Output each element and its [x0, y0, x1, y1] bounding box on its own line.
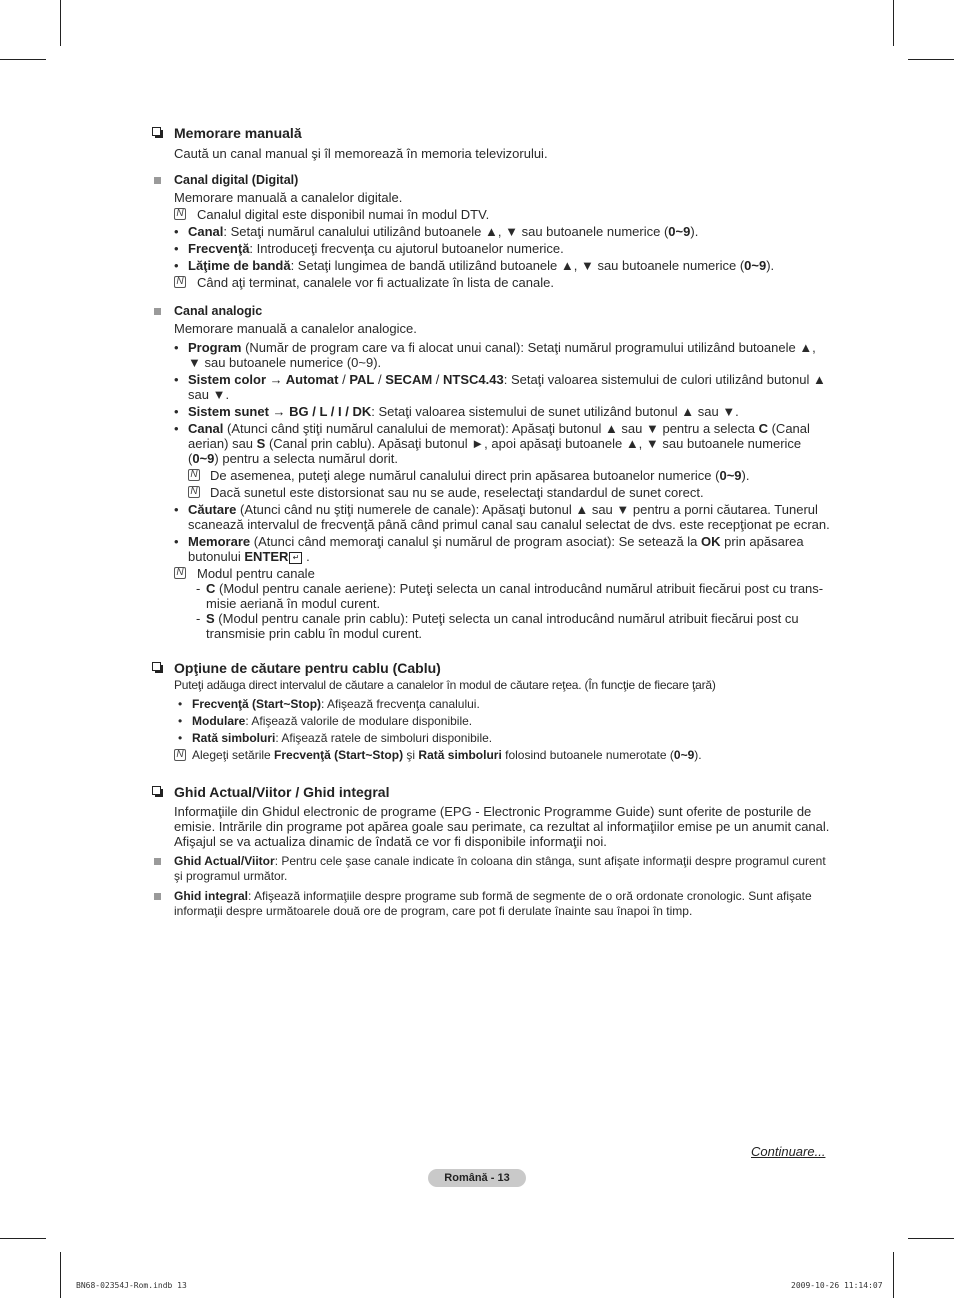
note-icon: N	[174, 276, 186, 288]
crop-mark	[908, 1238, 954, 1239]
checkbox-icon	[152, 662, 161, 671]
note: N Modul pentru canale	[152, 566, 832, 581]
subsection-analog: Canal analogic	[152, 304, 832, 319]
list-item: • Modulare: Afişează valorile de modulare disponibile.	[178, 714, 473, 728]
square-bullet-icon	[154, 893, 161, 900]
note: N Când aţi terminat, canalele vor fi actualizate în lista de canale.	[152, 275, 832, 290]
note-icon: N	[174, 749, 186, 761]
section-description: Informaţiile din Ghidul electronic de programe (EPG - Electronic Programme Guide) sunt oferite de posturile de emisie. Intrările din programe pot apărea goale sau perimate, ca rezultat al informaţiilor emise pe un anumit canal. Afişajul se va actualiza dinamic de îndată ce vor fi disponibile informaţii noi.	[174, 804, 830, 849]
list-item: • Canal: Setaţi numărul canalului utilizând butoanele ▲, ▼ sau butoanele numerice (0~9).	[174, 224, 699, 239]
continue-label: Continuare...	[751, 1144, 826, 1159]
square-bullet-icon	[154, 308, 161, 315]
list-item: • Sistem color → Automat / PAL / SECAM / NTSC4.43: Setaţi valoarea sistemului de culori utilizând butonul ▲ sau ▼.	[174, 372, 826, 402]
note-icon: N	[174, 567, 186, 579]
dash-item: - S (Modul pentru canale prin cablu): Puteţi selecta un canal introducând numărul atribuit fiecărui post cu transmisie prin cablu în modul curent.	[196, 611, 799, 641]
list-item: • Frecvenţă (Start~Stop): Afişează frecvenţa canalului.	[178, 697, 480, 711]
note: N Alegeţi setările Frecvenţă (Start~Stop) şi Rată simboluri folosind butoanele numerotate (0~9).	[152, 748, 832, 763]
section-title-manual-store: Memorare manuală	[152, 124, 832, 142]
section-title-guide: Ghid Actual/Viitor / Ghid integral	[152, 783, 832, 801]
enter-icon: ↵	[289, 552, 302, 564]
list-item: • Căutare (Atunci când nu ştiţi numerele de canale): Apăsaţi butonul ▲ sau ▼ pentru a porni căutarea. Tunerul scanează intervalul de frecvenţă până când primul canal sau canalul selectat de dvs. este recepţionat pe ecran.	[174, 502, 830, 532]
section-description: Caută un canal manual şi îl memorează în memoria televizorului.	[174, 146, 548, 161]
checkbox-icon	[152, 127, 161, 136]
list-item: • Lăţime de bandă: Setaţi lungimea de bandă utilizând butoanele ▲, ▼ sau butoanele numerice (0~9).	[174, 258, 775, 273]
list-item: • Memorare (Atunci când memoraţi canalul şi numărul de program asociat): Se setează la OK prin apăsarea butonului ENTER ↵ .	[174, 534, 804, 564]
crop-mark	[60, 0, 61, 46]
guide-item: Ghid integral: Afişează informaţiile despre programe sub formă de segmente de o oră ordonate cronologic. Sunt afişate informaţii despre următoarele două ore de program, care pot fi derulate înainte sau înapoi în timp.	[152, 889, 832, 919]
crop-mark	[908, 59, 954, 60]
crop-mark	[0, 1238, 46, 1239]
guide-item: Ghid Actual/Viitor: Pentru cele şase canale indicate în coloana din stânga, sunt afişate informaţii despre programul curent şi programul următor.	[152, 854, 832, 884]
print-datetime: 2009-10-26 11:14:07	[791, 1281, 883, 1290]
checkbox-icon	[152, 786, 161, 795]
dash-item: - C (Modul pentru canale aeriene): Puteţi selecta un canal introducând numărul atribuit fiecărui post cu trans-misie aeriană în modul curent.	[196, 581, 824, 611]
crop-mark	[893, 0, 894, 46]
note: N De asemenea, puteţi alege numărul canalului direct prin apăsarea butoanelor numerice (0~9).	[152, 468, 832, 483]
square-bullet-icon	[154, 177, 161, 184]
subsection-description: Memorare manuală a canalelor digitale.	[174, 190, 403, 205]
crop-mark	[0, 59, 46, 60]
section-description: Puteţi adăuga direct intervalul de căutare a canalelor în modul de căutare reţea. (În funcţie de fiecare ţară)	[174, 678, 716, 692]
list-item: • Frecvenţă: Introduceţi frecvenţa cu ajutorul butoanelor numerice.	[174, 241, 564, 256]
list-item: • Program (Număr de program care va fi alocat unui canal): Setaţi numărul programului utilizând butoanele ▲, ▼ sau butoanele numerice (0~9).	[174, 340, 816, 370]
subsection-description: Memorare manuală a canalelor analogice.	[174, 321, 417, 336]
note-icon: N	[188, 469, 200, 481]
note: N Dacă sunetul este distorsionat sau nu se aude, reselectaţi standardul de sunet corect.	[152, 485, 832, 500]
section-title-cable-search: Opţiune de căutare pentru cablu (Cablu)	[152, 659, 832, 677]
note: N Canalul digital este disponibil numai în modul DTV.	[152, 207, 832, 222]
note-icon: N	[188, 486, 200, 498]
list-item: • Rată simboluri: Afişează ratele de simboluri disponibile.	[178, 731, 493, 745]
crop-mark	[60, 1252, 61, 1298]
square-bullet-icon	[154, 858, 161, 865]
page-content	[152, 124, 832, 919]
crop-mark	[893, 1252, 894, 1298]
note-icon: N	[174, 208, 186, 220]
print-file-info: BN68-02354J-Rom.indb 13	[76, 1281, 187, 1290]
page-number-badge: Română - 13	[428, 1169, 526, 1187]
list-item: • Canal (Atunci când ştiţi numărul canalului de memorat): Apăsaţi butonul ▲ sau ▼ pentru a selecta C (Canal aerian) sau S (Canal prin cablu). Apăsaţi butonul ►, apoi apăsaţi butoanele ▲, ▼ sau butoanele numerice (0~9) pentru a selecta numărul dorit.	[174, 421, 810, 466]
list-item: • Sistem sunet → BG / L / I / DK: Setaţi valoarea sistemului de sunet utilizând butonul ▲ sau ▼.	[174, 404, 739, 419]
subsection-digital: Canal digital (Digital)	[152, 173, 832, 188]
